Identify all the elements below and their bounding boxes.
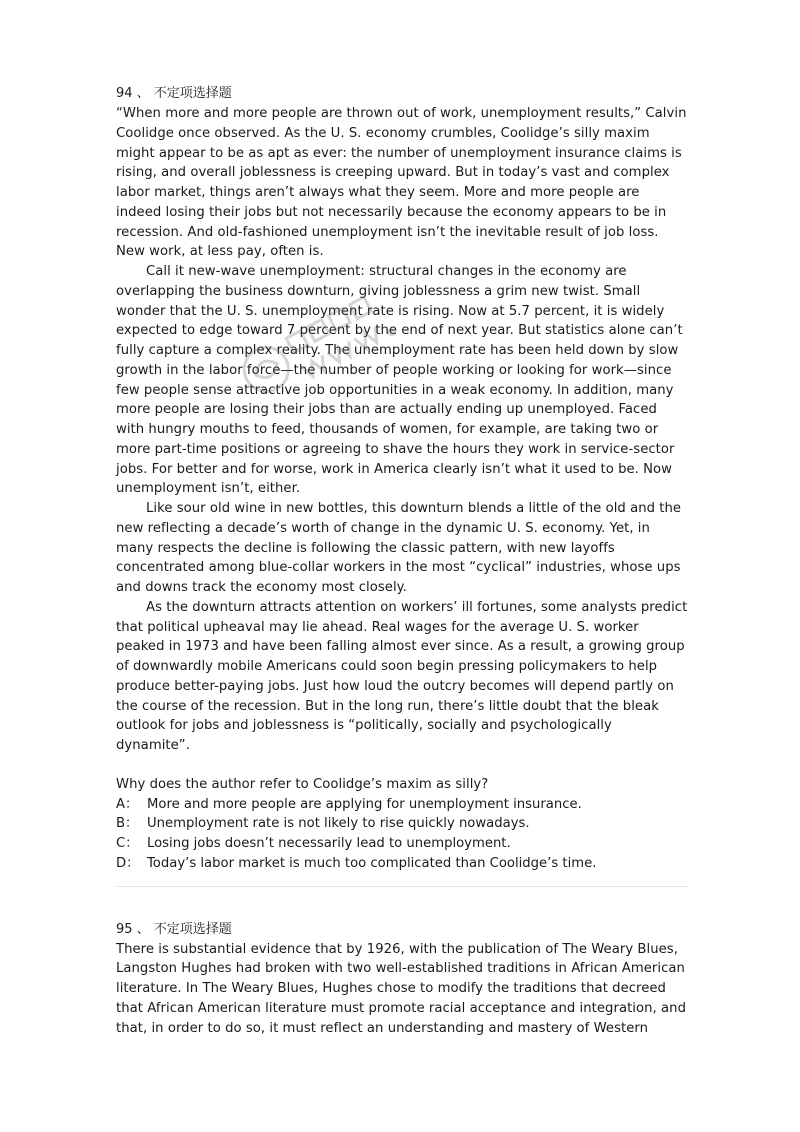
option-c[interactable] (116, 834, 688, 854)
passage-paragraph: Like sour old wine in new bottles, this downturn blends a little of the old and the new reflecting a decade’s worth of change in the dynamic U. S. economy. Yet, in many respects the decline is following the classic pattern, with new layoffs concentrated among blue-collar workers in the most “cyclical” industries, whose ups and downs track the economy most closely. (116, 501, 682, 595)
option-key: A： (116, 796, 139, 812)
passage-paragraph: There is substantial evidence that by 1926, with the publication of The Weary Blues, Langston Hughes had broken with two well-established traditions in African American literature. In The Weary Blues, Hughes chose to modify the traditions that decreed that African American literature must promote racial acceptance and integration, and that, in order to do so, it must reflect an understanding and mastery of Western (116, 941, 686, 1036)
section-divider (116, 886, 688, 887)
option-key: D： (116, 855, 140, 871)
option-d[interactable] (116, 854, 688, 874)
option-text: Losing jobs doesn’t necessarily lead to unemployment. (147, 836, 511, 851)
question-stem: Why does the author refer to Coolidge’s maxim as silly? (116, 776, 489, 792)
passage-paragraph: Call it new-wave unemployment: structural changes in the economy are overlapping the business downturn, giving joblessness a grim new twist. Small wonder that the U. S. unemployment rate is rising. Now at 5.7 percent, it is widely expected to edge toward 7 percent by the end of next year. But statistics alone can’t fully capture a complex reality. The unemployment rate has been held down by slow growth in the labor force—the number of people working or looking for work—since few people sense attractive job opportunities in a weak economy. In addition, many more people are losing their jobs than are actually ending up unemployed. Faced with hungry mouths to feed, thousands of women, for example, are taking two or more part-time positions or agreeing to shave the hours they work in service-sector jobs. For better and for worse, work in America clearly isn’t what it used to be. Now unemployment isn’t, either. (116, 264, 683, 497)
option-key: C： (116, 836, 139, 851)
passage-paragraph: “When more and more people are thrown out of work, unemployment results,” Calvin Coolidge once observed. As the U. S. economy crumbles, Coolidge’s silly maxim might appear to be as apt as ever: the number of unemployment insurance claims is rising, and overall joblessness is creeping upward. But in today’s vast and complex labor market, things aren’t always what they seem. More and more people are indeed losing their jobs but not necessarily because the economy appears to be in recession. And old-fashioned unemployment isn’t the inevitable result of job loss. New work, at less pay, often is. (116, 106, 687, 260)
option-text: More and more people are applying for unemployment insurance. (147, 796, 582, 812)
document-page (116, 84, 688, 1038)
option-text: Today’s labor market is much too complicated than Coolidge’s time. (147, 855, 597, 871)
option-a[interactable] (116, 795, 688, 815)
question-95-title: 95 、 不定项选择题 (116, 921, 232, 937)
option-b[interactable] (116, 814, 688, 834)
question-94-title: 94 、 不定项选择题 (116, 86, 232, 101)
passage-paragraph: As the downturn attracts attention on workers’ ill fortunes, some analysts predict that political upheaval may lie ahead. Real wages for the average U. S. worker peaked in 1973 and have been falling almost ever since. As a result, a growing group of downwardly mobile Americans could soon begin pressing policymakers to help produce better-paying jobs. Just how loud the outcry becomes will depend partly on the course of the recession. But in the long run, there’s little doubt that the bleak outlook for jobs and joblessness is “politically, socially and psychologically dynamite”. (116, 599, 688, 753)
option-text: Unemployment rate is not likely to rise quickly nowadays. (147, 816, 530, 832)
option-key: B： (116, 816, 139, 832)
